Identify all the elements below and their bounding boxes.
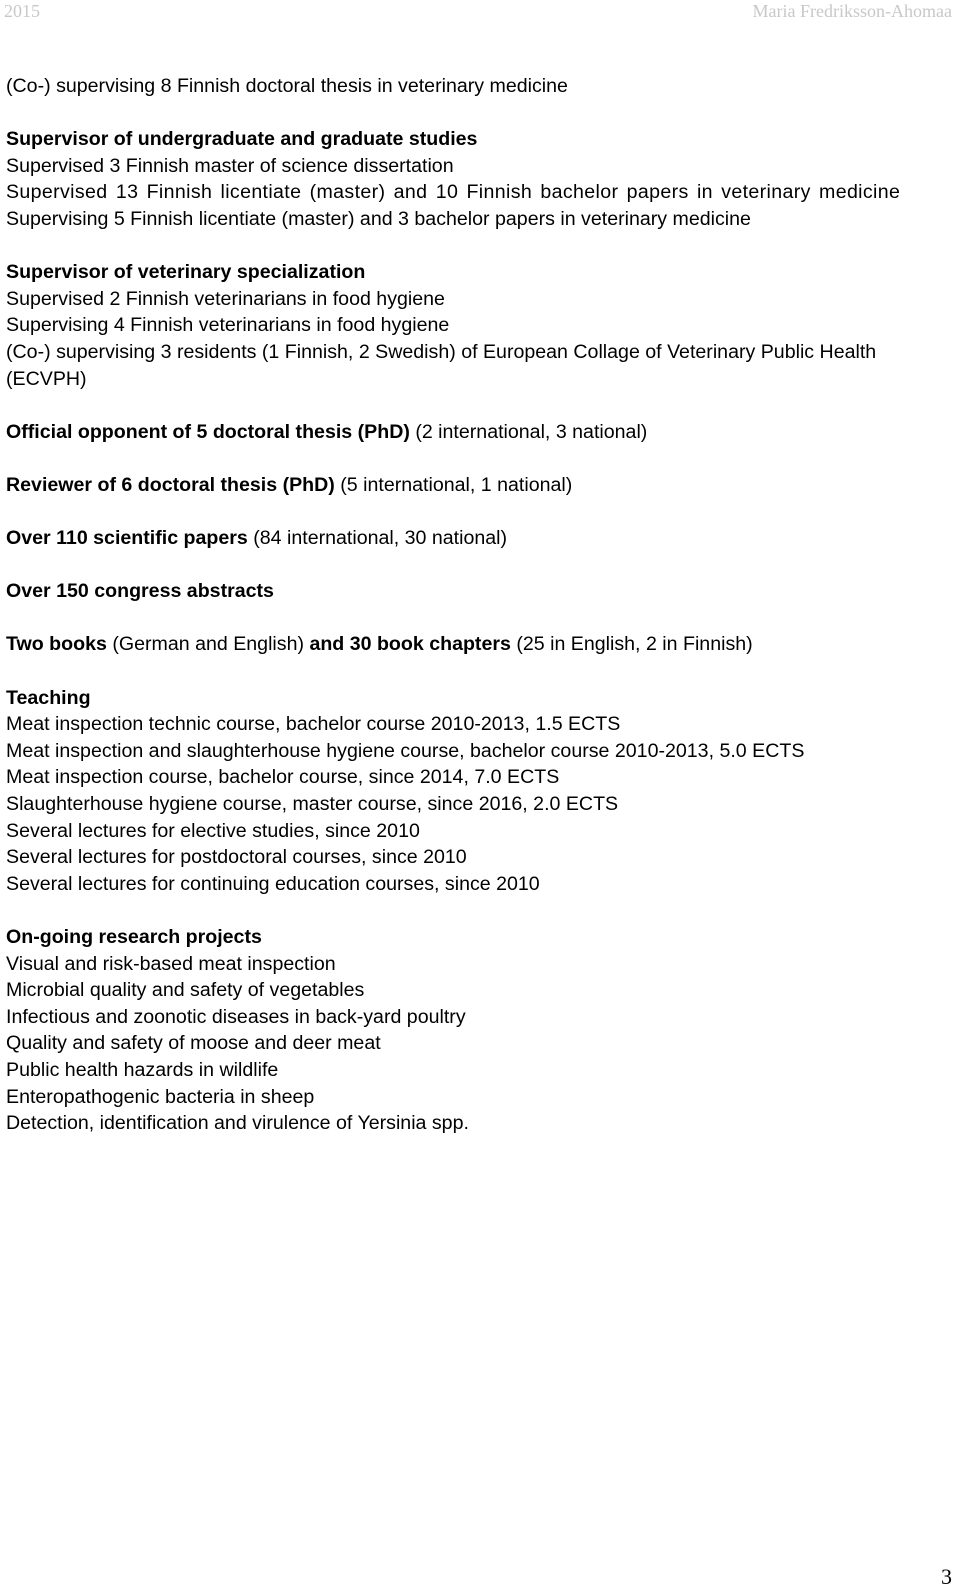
undergrad-line: Supervised 3 Finnish master of science dissertation [6, 154, 454, 177]
specialization-section [6, 259, 956, 392]
research-section [6, 924, 956, 1137]
teaching-section [6, 685, 956, 898]
opponent-detail: (2 international, 3 national) [409, 420, 648, 443]
teaching-line: Several lectures for continuing education courses, since 2010 [6, 872, 540, 895]
opponent-section [6, 419, 956, 446]
specialization-heading: Supervisor of veterinary specialization [6, 261, 366, 284]
books-languages: (German and English) [106, 633, 310, 656]
document-body [6, 73, 956, 1163]
research-line: Microbial quality and safety of vegetables [6, 979, 365, 1002]
chapters-bold: and 30 book chapters [309, 633, 511, 656]
research-line: Enteropathogenic bacteria in sheep [6, 1085, 315, 1108]
header-year: 2015 [4, 1, 40, 21]
abstracts-section [6, 578, 956, 605]
books-section [6, 631, 956, 658]
reviewer-bold: Reviewer of 6 doctoral thesis (PhD) [6, 473, 335, 496]
papers-section [6, 525, 956, 552]
research-line: Quality and safety of moose and deer meat [6, 1032, 381, 1055]
cosupervising-line: (Co-) supervising 8 Finnish doctoral thesis in veterinary medicine [6, 75, 568, 97]
cosupervising-section [6, 73, 956, 100]
teaching-line: Several lectures for postdoctoral courses, since 2010 [6, 846, 467, 869]
opponent-bold: Official opponent of 5 doctoral thesis (PhD) [6, 420, 410, 443]
teaching-line: Meat inspection and slaughterhouse hygiene course, bachelor course 2010-2013, 5.0 ECTS [6, 739, 805, 762]
chapters-detail: (25 in English, 2 in Finnish) [510, 633, 753, 656]
reviewer-detail: (5 international, 1 national) [334, 473, 573, 496]
page-header [0, 0, 960, 24]
page-number: 3 [941, 1564, 952, 1589]
research-line: Detection, identification and virulence of Yersinia spp. [6, 1112, 469, 1135]
papers-bold: Over 110 scientific papers [6, 527, 248, 550]
specialization-line: Supervising 4 Finnish veterinarians in food hygiene [6, 314, 450, 337]
teaching-line: Slaughterhouse hygiene course, master course, since 2016, 2.0 ECTS [6, 793, 619, 816]
research-heading: On-going research projects [6, 926, 262, 948]
teaching-line: Several lectures for elective studies, since 2010 [6, 819, 420, 842]
teaching-heading: Teaching [6, 686, 91, 709]
undergrad-heading: Supervisor of undergraduate and graduate studies [6, 128, 478, 151]
books-bold: Two books [6, 633, 107, 656]
research-line: Public health hazards in wildlife [6, 1058, 279, 1081]
papers-detail: (84 international, 30 national) [247, 527, 508, 550]
specialization-line: (Co-) supervising 3 residents (1 Finnish, 2 Swedish) of European Collage of Veterinary Public Health (ECVPH) [6, 340, 877, 390]
undergrad-line: Supervising 5 Finnish licentiate (master) and 3 bachelor papers in veterinary medicine [6, 207, 751, 230]
undergrad-line: Supervised 13 Finnish licentiate (master) and 10 Finnish bachelor papers in veterinary medicine [6, 181, 901, 204]
teaching-line: Meat inspection course, bachelor course, since 2014, 7.0 ECTS [6, 766, 560, 789]
reviewer-section [6, 472, 956, 499]
undergrad-section [6, 126, 956, 232]
specialization-line: Supervised 2 Finnish veterinarians in food hygiene [6, 287, 445, 310]
abstracts-bold: Over 150 congress abstracts [6, 580, 274, 603]
header-author: Maria Fredriksson-Ahomaa [752, 1, 952, 21]
research-line: Visual and risk-based meat inspection [6, 952, 336, 975]
research-line: Infectious and zoonotic diseases in back-yard poultry [6, 1005, 466, 1028]
teaching-line: Meat inspection technic course, bachelor course 2010-2013, 1.5 ECTS [6, 713, 621, 736]
